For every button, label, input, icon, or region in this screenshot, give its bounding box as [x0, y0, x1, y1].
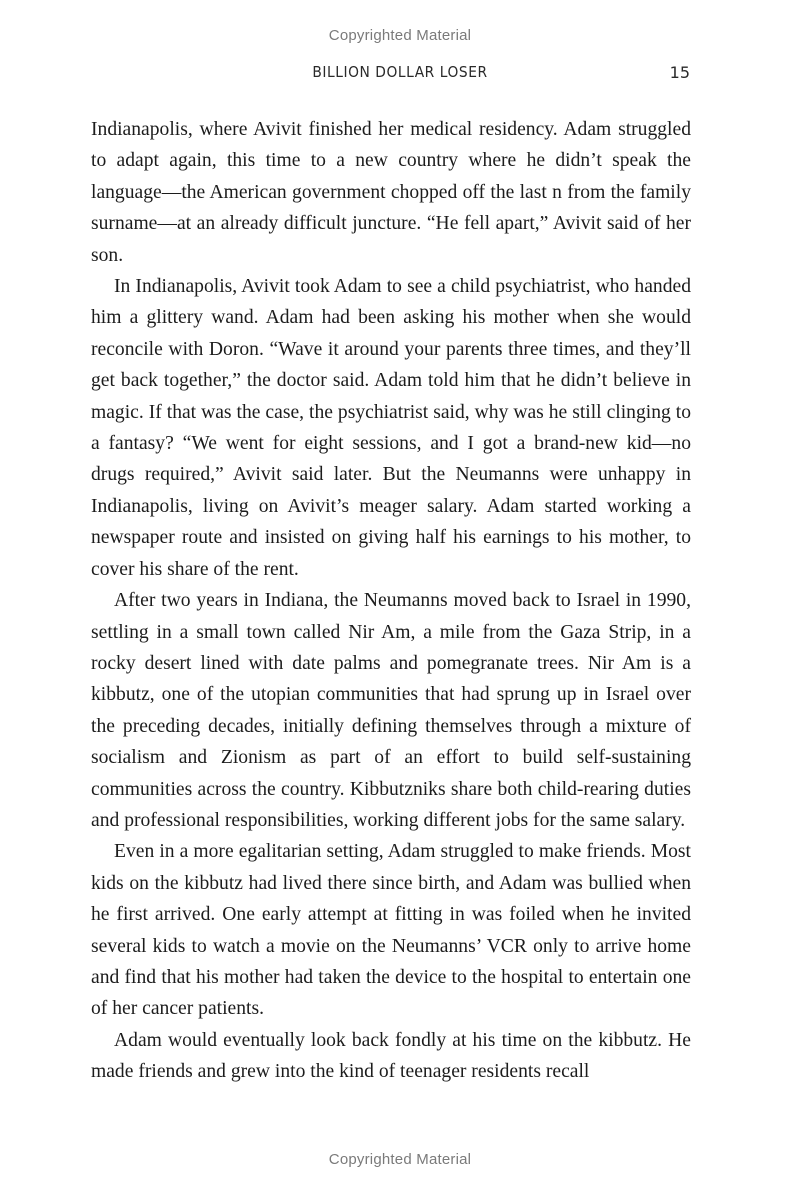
page-number: 15	[669, 63, 690, 82]
book-title: BILLION DOLLAR LOSER	[312, 63, 488, 81]
paragraph-3: After two years in Indiana, the Neumanns moved back to Israel in 1990, settling in a small town called Nir Am, a mile from the Gaza Strip, in a rocky desert lined with date palms and pomegranate trees. Nir Am is a kibbutz, one of the utopian communities that had sprung up in Israel over the preceding decades, initially defining themselves through a mixture of socialism and Zionism as part of an effort to build self-sustaining communities across the country. Kibbutzniks share both child-rearing duties and professional responsibilities, working different jobs for the same salary.	[91, 590, 691, 831]
paragraph-2: In Indianapolis, Avivit took Adam to see a child psychiatrist, who handed him a glittery wand. Adam had been asking his mother when she would reconcile with Doron. “Wave it around your parents three times, and they’ll get back together,” the doctor said. Adam told him that he didn’t believe in magic. If that was the case, the psychiatrist said, why was he still clinging to a fantasy? “We went for eight sessions, and I got a brand-new kid—no drugs required,” Avivit said later. But the Neumanns were unhappy in Indianapolis, living on Avivit’s meager salary. Adam started working a newspaper route and insisted on giving half his earnings to his mother, to cover his share of the rent.	[91, 276, 691, 580]
running-header	[0, 61, 800, 85]
paragraph-4: Even in a more egalitarian setting, Adam struggled to make friends. Most kids on the kibbutz had lived there since birth, and Adam was bullied when he first arrived. One early attempt at fitting in was foiled when he invited several kids to watch a movie on the Neumanns’ VCR only to arrive home and find that his mother had taken the device to the hospital to entertain one of her cancer patients.	[91, 841, 691, 1020]
copyright-watermark-bottom: Copyrighted Material	[328, 1151, 472, 1168]
paragraph-5: Adam would eventually look back fondly at his time on the kibbutz. He made friends and grew into the kind of teenager residents recall	[91, 1029, 691, 1083]
copyright-watermark-top: Copyrighted Material	[328, 27, 472, 44]
body-text	[91, 114, 691, 1088]
paragraph-1: Indianapolis, where Avivit finished her medical residency. Adam struggled to adapt again, this time to a new country where he didn’t speak the language—the American government chopped off the last n from the family surname—at an already difficult juncture. “He fell apart,” Avivit said of her son.	[91, 119, 691, 266]
